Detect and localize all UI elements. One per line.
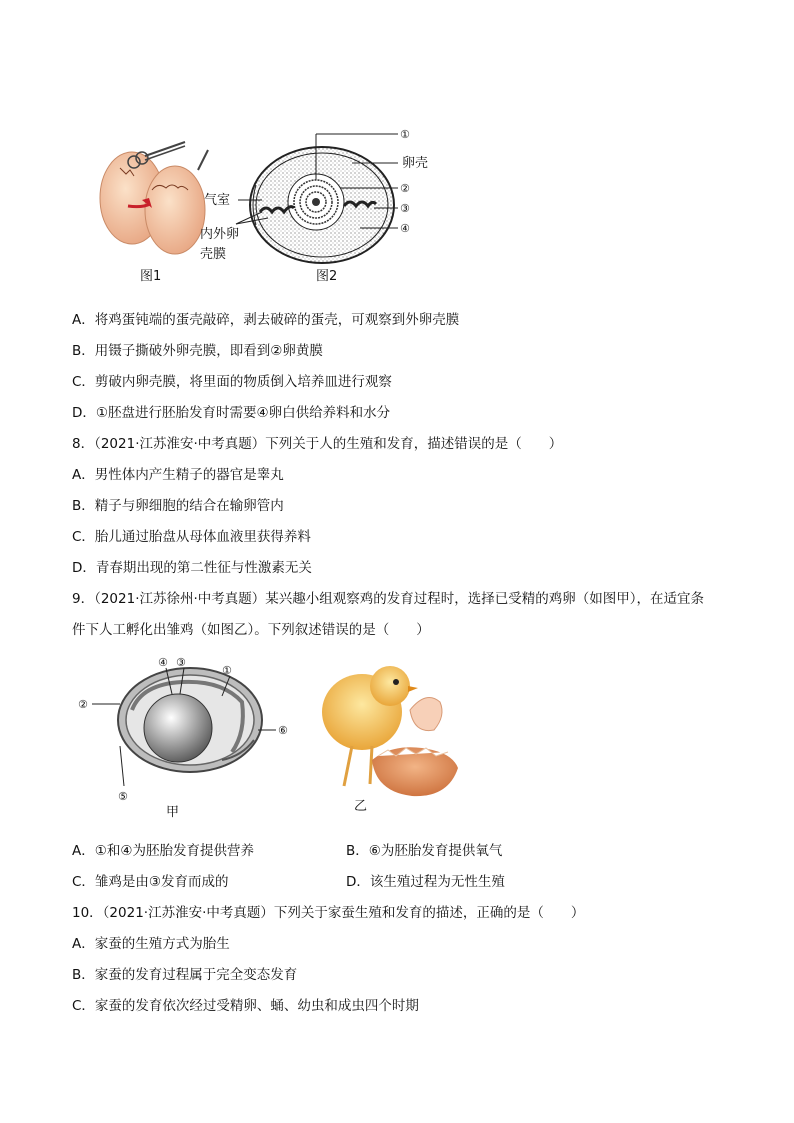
q8-option-c: C．胎儿通过胎盘从母体血液里获得养料 — [72, 529, 311, 545]
fig2-label-4: ④ — [400, 222, 410, 235]
q8-option-b: B．精子与卵细胞的结合在输卵管内 — [72, 498, 284, 514]
fig2-label-1: ① — [400, 128, 410, 141]
figure-yi-chick — [322, 666, 458, 796]
q7-option-c: C．剪破内卵壳膜，将里面的物质倒入培养皿进行观察 — [72, 374, 392, 390]
egg-structure-figure — [90, 120, 450, 290]
jia-label-6: ⑥ — [278, 724, 288, 737]
q8-option-a: A．男性体内产生精子的器官是睾丸 — [72, 467, 284, 483]
jia-label-4: ④ — [158, 656, 168, 669]
jia-label-3: ③ — [176, 656, 186, 669]
q10-option-b: B．家蚕的发育过程属于完全变态发育 — [72, 967, 298, 983]
q7-option-b: B．用镊子撕破外卵壳膜，即看到②卵黄膜 — [72, 343, 323, 359]
jia-label-2: ② — [78, 698, 88, 711]
fig2-label-membrane-2: 壳膜 — [200, 247, 227, 262]
fig2-label-3: ③ — [400, 202, 410, 215]
figure-jia-egg — [118, 668, 262, 772]
q9-stem-line1: 9．（2021·江苏徐州·中考真题）某兴趣小组观察鸡的发育过程时，选择已受精的鸡卵（如图甲），在适宜条 — [72, 591, 705, 607]
jia-label-1: ① — [222, 664, 232, 677]
q7-option-a: A．将鸡蛋钝端的蛋壳敲碎，剥去破碎的蛋壳，可观察到外卵壳膜 — [72, 312, 460, 328]
figure-yi-caption: 乙 — [354, 799, 368, 814]
figure2-caption: 图2 — [316, 269, 338, 284]
q8-option-d: D．青春期出现的第二性征与性激素无关 — [72, 560, 312, 576]
fig2-label-membrane-1: 内外卵 — [200, 227, 240, 242]
q9-option-b: B．⑥为胚胎发育提供氧气 — [346, 843, 503, 859]
q10-stem: 10．（2021·江苏淮安·中考真题）下列关于家蚕生殖和发育的描述，正确的是（ ） — [72, 905, 585, 921]
fig2-label-2: ② — [400, 182, 410, 195]
figure1-eggs — [100, 142, 208, 254]
jia-label-5: ⑤ — [118, 790, 128, 803]
q9-option-a: A．①和④为胚胎发育提供营养 — [72, 843, 254, 859]
q9-option-c: C．雏鸡是由③发育而成的 — [72, 874, 229, 890]
q8-stem: 8．（2021·江苏淮安·中考真题）下列关于人的生殖和发育，描述错误的是（ ） — [72, 436, 563, 452]
fig2-label-shell: 卵壳 — [402, 156, 429, 171]
q7-option-d: D．①胚盘进行胚胎发育时需要④卵白供给养料和水分 — [72, 405, 391, 421]
figure-jia-caption: 甲 — [166, 805, 180, 820]
q9-stem-line2: 件下人工孵化出雏鸡（如图乙）。下列叙述错误的是（ ） — [72, 622, 430, 638]
figure1-caption: 图1 — [140, 269, 162, 284]
q10-option-a: A．家蚕的生殖方式为胎生 — [72, 936, 230, 952]
q10-option-c: C．家蚕的发育依次经过受精卵、蛹、幼虫和成虫四个时期 — [72, 998, 419, 1014]
q9-option-d: D．该生殖过程为无性生殖 — [346, 874, 505, 890]
figure2-egg-diagram — [250, 147, 394, 263]
egg-and-chick-figure — [72, 650, 472, 825]
fig2-label-air-chamber: 气室 — [204, 193, 231, 208]
